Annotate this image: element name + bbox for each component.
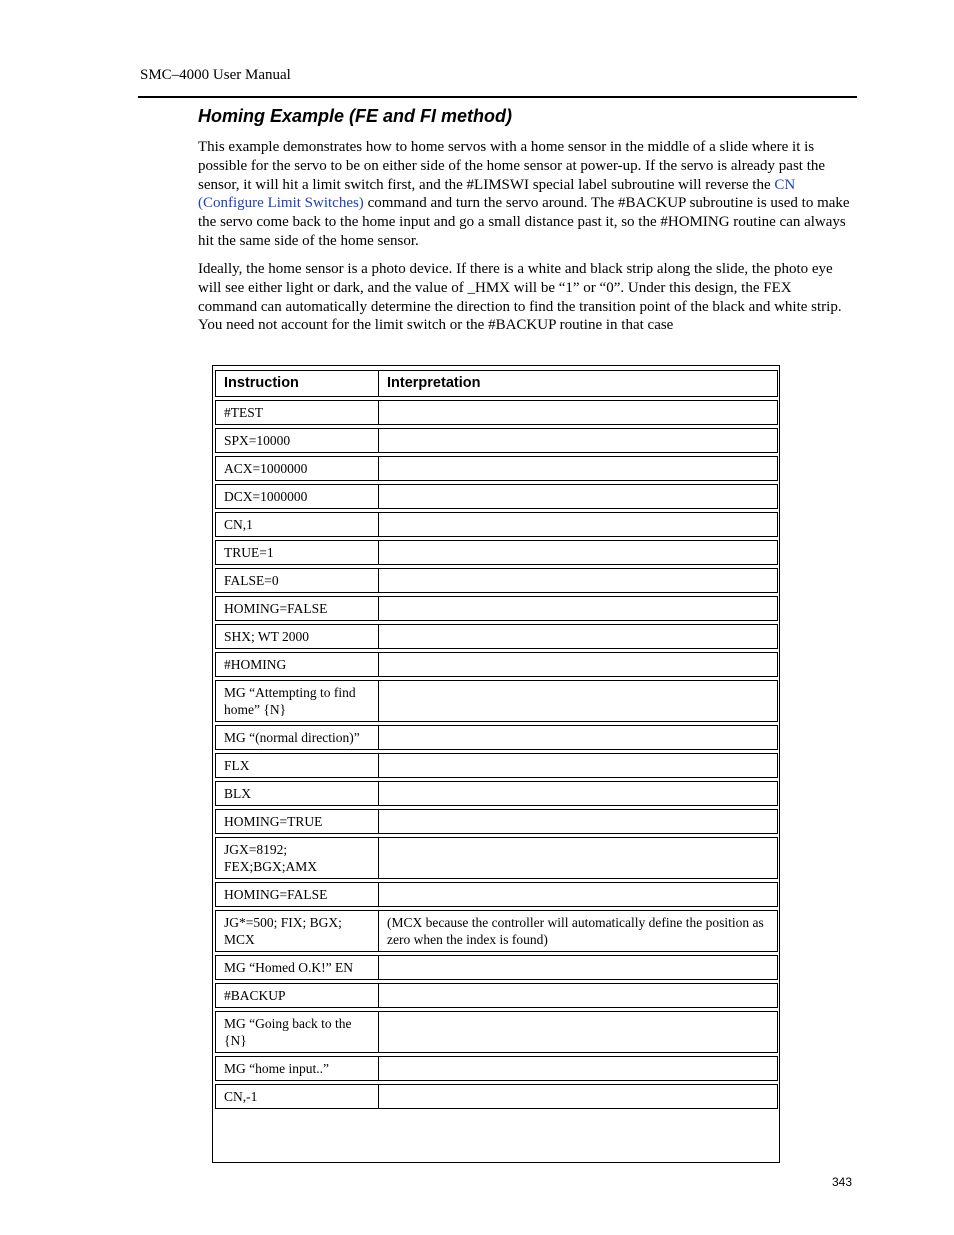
interpretation-cell	[378, 624, 778, 649]
interpretation-cell	[378, 680, 778, 722]
table-row	[215, 428, 778, 453]
table-row	[215, 882, 778, 907]
running-header: SMC–4000 User Manual	[140, 67, 291, 83]
instruction-cell: #HOMING	[215, 652, 378, 677]
interpretation-cell	[378, 809, 778, 834]
interpretation-cell	[378, 568, 778, 593]
interpretation-cell	[378, 1084, 778, 1109]
table-row	[215, 1011, 778, 1053]
interpretation-cell	[378, 1011, 778, 1053]
instruction-cell: MG “Attempting to find home” {N}	[215, 680, 378, 722]
instruction-cell: JG*=500; FIX; BGX; MCX	[215, 910, 378, 952]
instruction-cell: HOMING=FALSE	[215, 596, 378, 621]
instruction-cell: CN,1	[215, 512, 378, 537]
intro-text-end: command and turn the servo around. The #BACKUP subroutine is used to make the servo come back to the home input and go a small distance past it, so the #HOMING routine can always hit the same side of the home sensor.	[198, 195, 850, 249]
table-row	[215, 955, 778, 980]
instruction-cell: BLX	[215, 781, 378, 806]
interpretation-cell	[378, 512, 778, 537]
instruction-cell: DCX=1000000	[215, 484, 378, 509]
instruction-cell: FALSE=0	[215, 568, 378, 593]
instruction-cell: HOMING=TRUE	[215, 809, 378, 834]
interpretation-cell	[378, 456, 778, 481]
instruction-cell: MG “Homed O.K!” EN	[215, 955, 378, 980]
instruction-cell: #TEST	[215, 400, 378, 425]
interpretation-cell	[378, 882, 778, 907]
instruction-cell: #BACKUP	[215, 983, 378, 1008]
page-number: 343	[832, 1175, 853, 1189]
interpretation-cell: (MCX because the controller will automatically define the position as zero when the index is found)	[378, 910, 778, 952]
interpretation-cell	[378, 955, 778, 980]
interpretation-cell	[378, 540, 778, 565]
table-row	[215, 809, 778, 834]
table-row	[215, 1056, 778, 1081]
table-header-row	[215, 370, 778, 397]
instruction-cell: MG “(normal direction)”	[215, 725, 378, 750]
table-row	[215, 983, 778, 1008]
table-row	[215, 540, 778, 565]
instruction-cell: SPX=10000	[215, 428, 378, 453]
table-row	[215, 512, 778, 537]
table-row	[215, 568, 778, 593]
instruction-cell: HOMING=FALSE	[215, 882, 378, 907]
interpretation-cell	[378, 837, 778, 879]
interpretation-cell	[378, 652, 778, 677]
interpretation-cell	[378, 596, 778, 621]
table-row	[215, 484, 778, 509]
instruction-table	[215, 367, 778, 1112]
header-rule	[138, 96, 857, 98]
interpretation-cell	[378, 725, 778, 750]
table-row	[215, 753, 778, 778]
interpretation-cell	[378, 428, 778, 453]
table-row	[215, 1084, 778, 1109]
table-row	[215, 456, 778, 481]
interpretation-cell	[378, 781, 778, 806]
table-row	[215, 910, 778, 952]
cn-command-link[interactable]: CN (Configure Limit Switches)	[198, 176, 796, 212]
instruction-column-header: Instruction	[215, 370, 378, 397]
intro-text-start: This example demonstrates how to home servos with a home sensor in the middle of a slide where it is possible for the servo to be on either side of the home sensor at power-up. If the servo is already past the sensor, it will hit a limit switch first, and the #LIMSWI special label subroutine will reverse the	[198, 139, 826, 193]
photo-sensor-paragraph: Ideally, the home sensor is a photo device. If there is a white and black strip along the slide, the photo eye will see either light or dark, and the value of _HMX will be “1” or “0”. Under this design, the FEX command can automatically determine the direction to find the transition point of the black and white strip. You need not account for the limit switch or the #BACKUP routine in that case	[198, 261, 842, 334]
instruction-cell: MG “Going back to the {N}	[215, 1011, 378, 1053]
intro-paragraph	[198, 138, 854, 251]
table-row	[215, 725, 778, 750]
table-row	[215, 781, 778, 806]
table-row	[215, 624, 778, 649]
interpretation-cell	[378, 400, 778, 425]
table-body	[215, 400, 778, 1109]
interpretation-column-header: Interpretation	[378, 370, 778, 397]
table-row	[215, 596, 778, 621]
table-row	[215, 400, 778, 425]
interpretation-cell	[378, 484, 778, 509]
table-row	[215, 837, 778, 879]
instruction-cell: JGX=8192; FEX;BGX;AMX	[215, 837, 378, 879]
section-heading: Homing Example (FE and FI method)	[198, 106, 513, 126]
table-row	[215, 652, 778, 677]
instruction-cell: SHX; WT 2000	[215, 624, 378, 649]
instruction-cell: FLX	[215, 753, 378, 778]
instruction-cell: ACX=1000000	[215, 456, 378, 481]
interpretation-cell	[378, 753, 778, 778]
instruction-cell: MG “home input..”	[215, 1056, 378, 1081]
interpretation-cell	[378, 983, 778, 1008]
instruction-cell: TRUE=1	[215, 540, 378, 565]
interpretation-cell	[378, 1056, 778, 1081]
instruction-cell: CN,-1	[215, 1084, 378, 1109]
table-row	[215, 680, 778, 722]
